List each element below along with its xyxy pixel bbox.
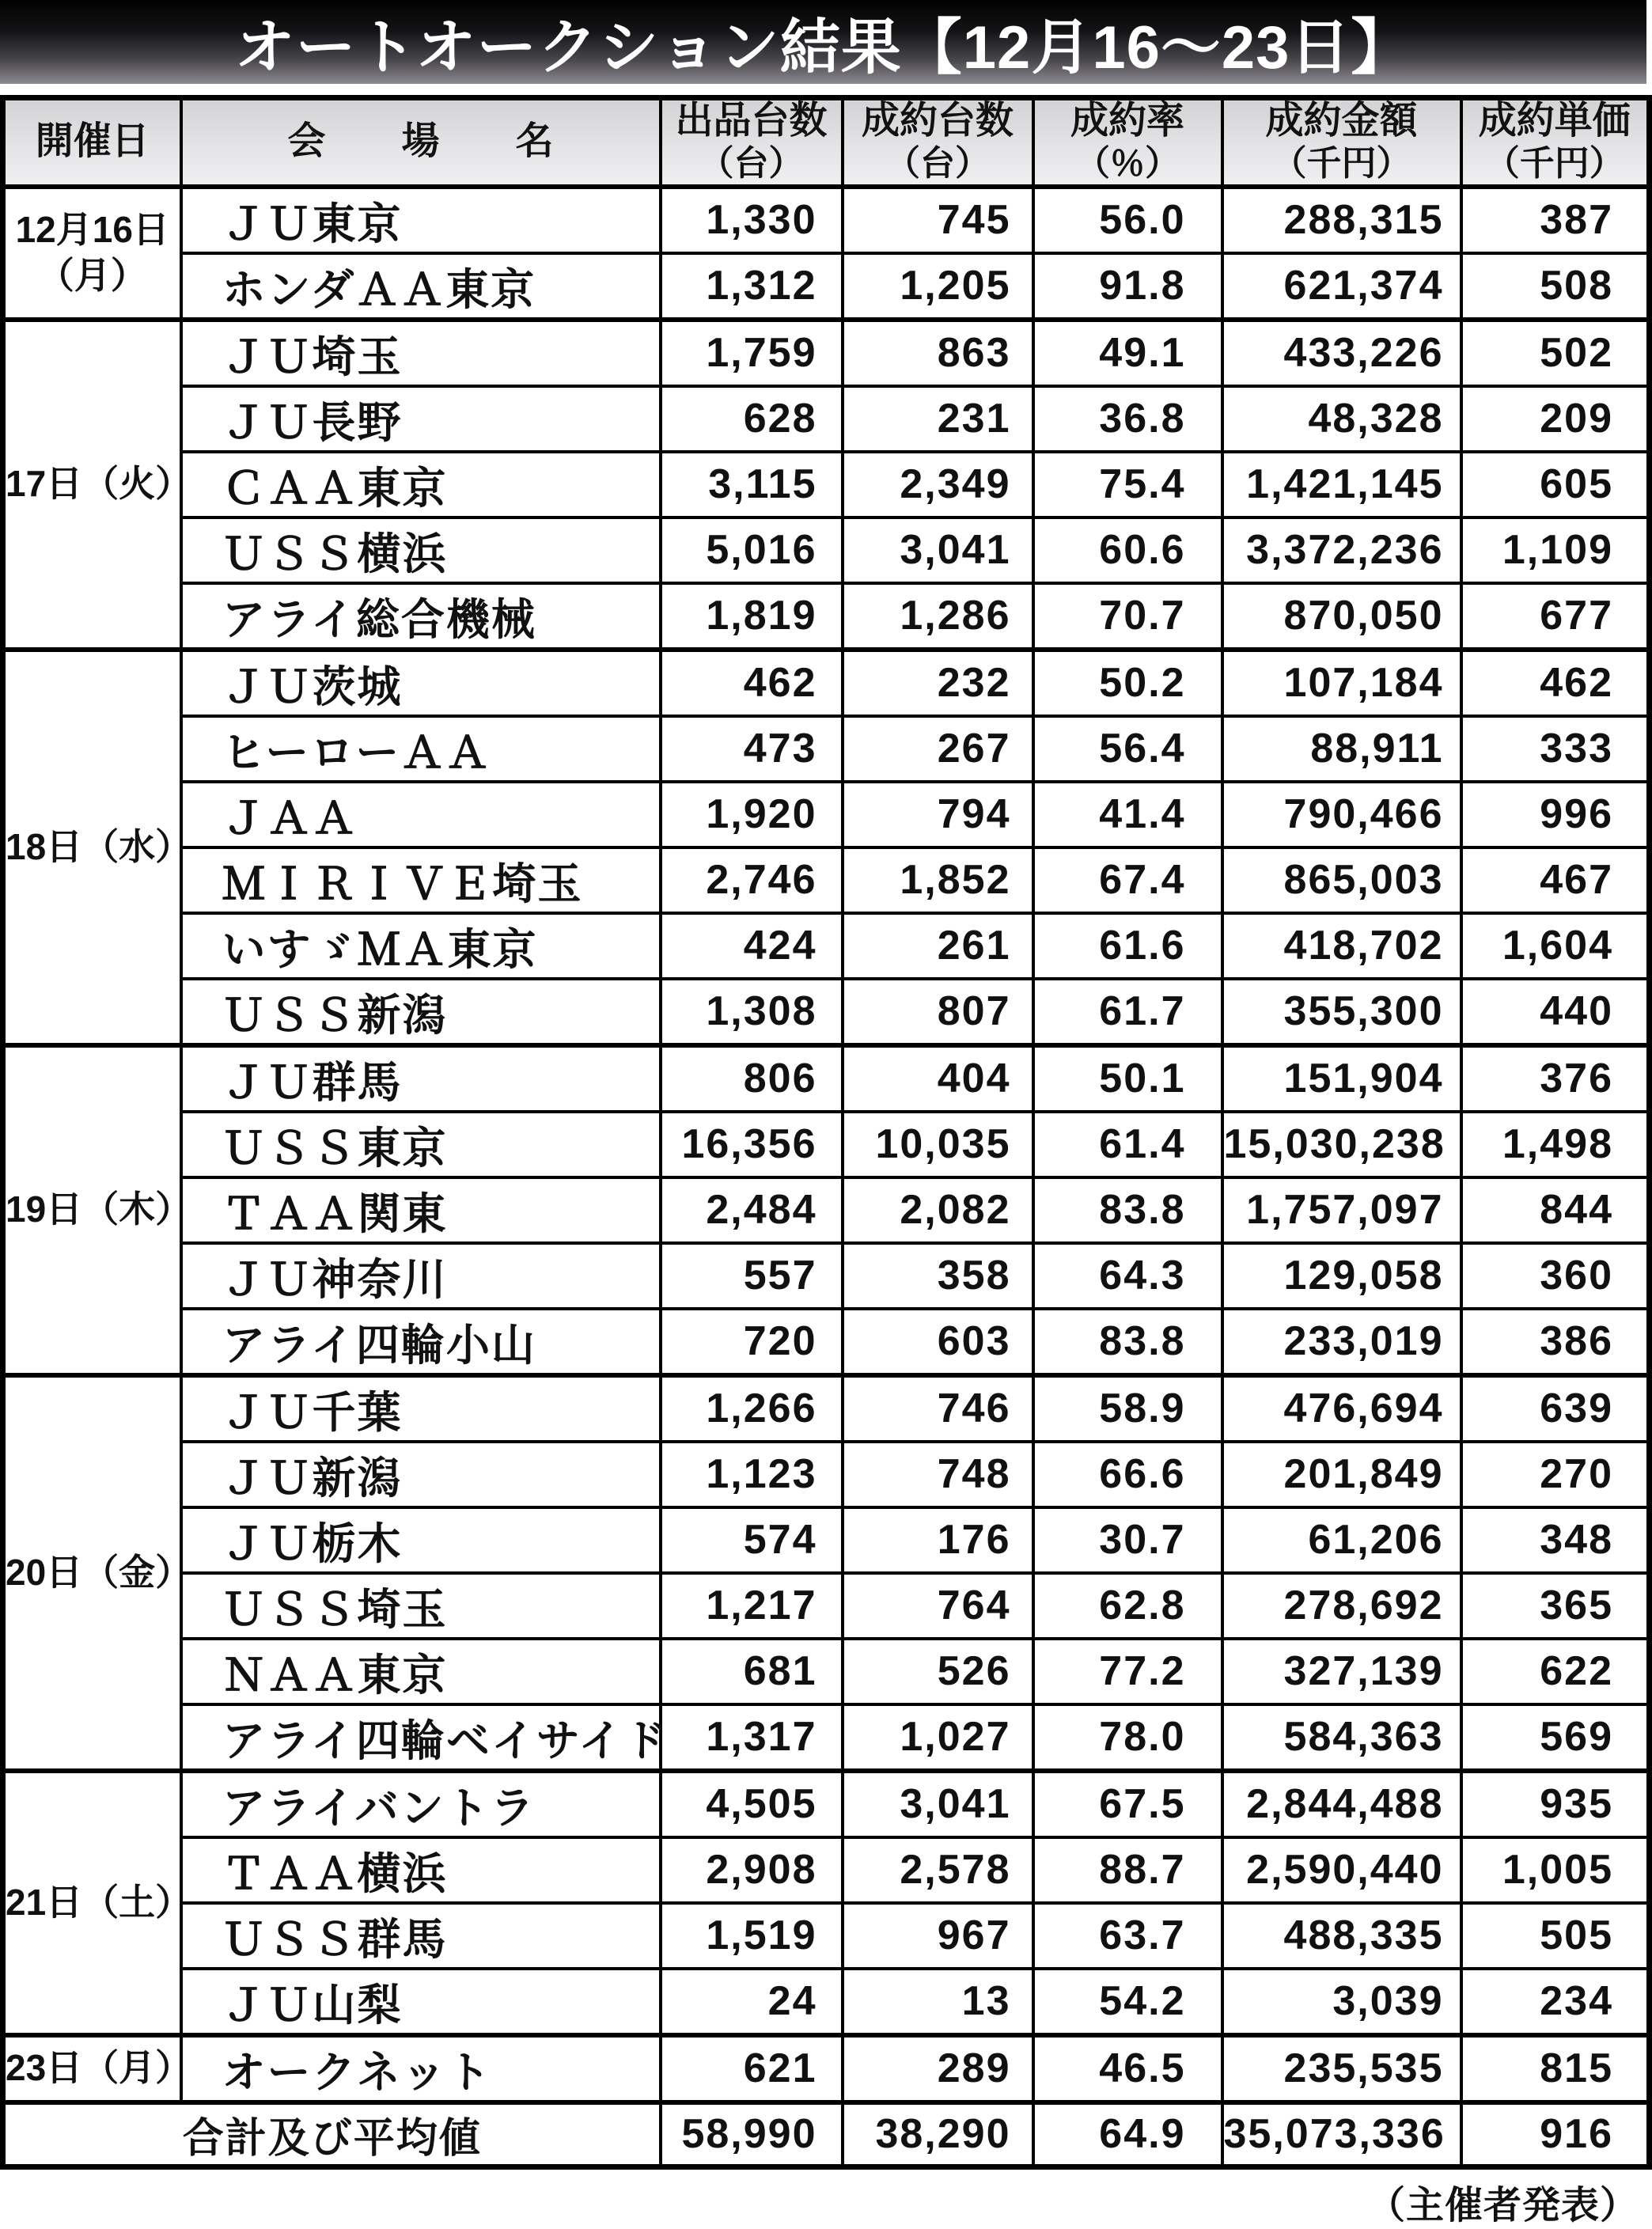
cell-unit: 1,498: [1461, 1112, 1650, 1177]
cell-listed: 574: [661, 1507, 843, 1573]
cell-venue: ＪＡＡ: [181, 782, 661, 847]
cell-rate: 36.8: [1033, 386, 1222, 452]
cell-amount: 488,335: [1222, 1903, 1461, 1969]
col-header-listed: 出品台数 （台）: [661, 98, 843, 187]
cell-venue: ＪＵ神奈川: [181, 1243, 661, 1309]
cell-listed: 1,312: [661, 253, 843, 320]
cell-unit: 270: [1461, 1442, 1650, 1507]
header-row: [3, 98, 1650, 187]
cell-amount: 288,315: [1222, 187, 1461, 253]
cell-rate: 64.3: [1033, 1243, 1222, 1309]
table-row: [3, 187, 1650, 253]
cell-sold: 176: [843, 1507, 1033, 1573]
source-note: （主催者発表）: [1366, 2184, 1639, 2227]
cell-sold: 267: [843, 716, 1033, 782]
table-row: [3, 253, 1650, 320]
cell-listed: 1,266: [661, 1375, 843, 1442]
cell-unit: 677: [1461, 583, 1650, 650]
table-row: [3, 1243, 1650, 1309]
cell-unit: 360: [1461, 1243, 1650, 1309]
cell-rate: 83.8: [1033, 1177, 1222, 1243]
cell-sold: 807: [843, 979, 1033, 1045]
table-row: [3, 1771, 1650, 1837]
cell-unit: 1,604: [1461, 913, 1650, 979]
table-row: [3, 1837, 1650, 1903]
cell-venue: アライバントラ: [181, 1771, 661, 1837]
cell-sold: 13: [843, 1969, 1033, 2035]
cell-amount: 107,184: [1222, 650, 1461, 716]
table-row: [3, 1045, 1650, 1112]
cell-sold: 1,027: [843, 1704, 1033, 1771]
cell-sold: 2,349: [843, 452, 1033, 517]
cell-unit: 622: [1461, 1639, 1650, 1704]
cell-venue: アライ四輪小山: [181, 1309, 661, 1375]
table-body: [3, 187, 1650, 2167]
cell-amount: 790,466: [1222, 782, 1461, 847]
cell-unit: 440: [1461, 979, 1650, 1045]
cell-rate: 77.2: [1033, 1639, 1222, 1704]
cell-unit: 387: [1461, 187, 1650, 253]
cell-listed: 5,016: [661, 517, 843, 583]
cell-unit: 333: [1461, 716, 1650, 782]
cell-venue: ＪＵ山梨: [181, 1969, 661, 2035]
table-row: [3, 583, 1650, 650]
cell-amount: 88,911: [1222, 716, 1461, 782]
cell-amount: 3,372,236: [1222, 517, 1461, 583]
cell-listed: 806: [661, 1045, 843, 1112]
cell-unit: 505: [1461, 1903, 1650, 1969]
cell-listed: 1,819: [661, 583, 843, 650]
cell-venue: ヒーローＡＡ: [181, 716, 661, 782]
cell-rate: 49.1: [1033, 320, 1222, 386]
table-row: [3, 1969, 1650, 2035]
cell-rate: 56.4: [1033, 716, 1222, 782]
cell-unit: 386: [1461, 1309, 1650, 1375]
cell-venue: ＪＵ栃木: [181, 1507, 661, 1573]
cell-sold: 289: [843, 2035, 1033, 2102]
cell-sold: 526: [843, 1639, 1033, 1704]
col-header-venue-label: 会 場 名: [287, 120, 554, 163]
total-sold: 38,290: [843, 2102, 1033, 2167]
cell-amount: 1,757,097: [1222, 1177, 1461, 1243]
cell-sold: 10,035: [843, 1112, 1033, 1177]
table-row: [3, 913, 1650, 979]
cell-sold: 2,578: [843, 1837, 1033, 1903]
cell-venue: アライ四輪ベイサイド: [181, 1704, 661, 1771]
cell-unit: 605: [1461, 452, 1650, 517]
cell-amount: 233,019: [1222, 1309, 1461, 1375]
cell-listed: 720: [661, 1309, 843, 1375]
table-row: [3, 1704, 1650, 1771]
cell-unit: 996: [1461, 782, 1650, 847]
cell-listed: 628: [661, 386, 843, 452]
cell-listed: 473: [661, 716, 843, 782]
cell-listed: 2,484: [661, 1177, 843, 1243]
cell-unit: 935: [1461, 1771, 1650, 1837]
cell-sold: 232: [843, 650, 1033, 716]
total-listed: 58,990: [661, 2102, 843, 2167]
col-header-amount: 成約金額 （千円）: [1222, 98, 1461, 187]
cell-unit: 234: [1461, 1969, 1650, 2035]
cell-sold: 3,041: [843, 1771, 1033, 1837]
cell-venue: ＪＵ新潟: [181, 1442, 661, 1507]
cell-amount: 3,039: [1222, 1969, 1461, 2035]
table-row: [3, 452, 1650, 517]
col-header-venue: [181, 98, 661, 187]
cell-rate: 78.0: [1033, 1704, 1222, 1771]
cell-sold: 404: [843, 1045, 1033, 1112]
cell-rate: 56.0: [1033, 187, 1222, 253]
col-header-sold: 成約台数 （台）: [843, 98, 1033, 187]
cell-amount: 865,003: [1222, 847, 1461, 913]
cell-sold: 2,082: [843, 1177, 1033, 1243]
cell-rate: 58.9: [1033, 1375, 1222, 1442]
cell-venue: ＵＳＳ新潟: [181, 979, 661, 1045]
cell-listed: 4,505: [661, 1771, 843, 1837]
cell-amount: 151,904: [1222, 1045, 1461, 1112]
cell-venue: ＴＡＡ関東: [181, 1177, 661, 1243]
cell-unit: 502: [1461, 320, 1650, 386]
cell-amount: 584,363: [1222, 1704, 1461, 1771]
cell-amount: 129,058: [1222, 1243, 1461, 1309]
cell-sold: 1,205: [843, 253, 1033, 320]
cell-amount: 61,206: [1222, 1507, 1461, 1573]
cell-venue: ＪＵ群馬: [181, 1045, 661, 1112]
cell-venue: ＭＩＲＩＶＥ埼玉: [181, 847, 661, 913]
cell-rate: 61.7: [1033, 979, 1222, 1045]
col-header-date-label: 開催日: [35, 120, 150, 163]
cell-listed: 1,759: [661, 320, 843, 386]
cell-rate: 63.7: [1033, 1903, 1222, 1969]
table-row: [3, 2035, 1650, 2102]
cell-rate: 88.7: [1033, 1837, 1222, 1903]
cell-amount: 2,844,488: [1222, 1771, 1461, 1837]
cell-rate: 50.2: [1033, 650, 1222, 716]
cell-rate: 54.2: [1033, 1969, 1222, 2035]
cell-rate: 61.4: [1033, 1112, 1222, 1177]
cell-venue: ＪＵ東京: [181, 187, 661, 253]
cell-listed: 1,123: [661, 1442, 843, 1507]
cell-rate: 66.6: [1033, 1442, 1222, 1507]
table-row: [3, 320, 1650, 386]
table-row: [3, 1903, 1650, 1969]
total-row: [3, 2102, 1650, 2167]
cell-amount: 870,050: [1222, 583, 1461, 650]
table-row: [3, 517, 1650, 583]
table-row: [3, 1639, 1650, 1704]
col-header-unit: 成約単価 （千円）: [1461, 98, 1650, 187]
title-table-gap: [0, 84, 1646, 95]
table-row: [3, 1442, 1650, 1507]
cell-venue: ＴＡＡ横浜: [181, 1837, 661, 1903]
page-title: オートオークション結果【12月16〜23日】: [234, 13, 1412, 82]
cell-date: 19日（木）: [3, 1045, 181, 1375]
cell-unit: 844: [1461, 1177, 1650, 1243]
cell-rate: 75.4: [1033, 452, 1222, 517]
cell-listed: 462: [661, 650, 843, 716]
cell-unit: 365: [1461, 1573, 1650, 1639]
cell-sold: 3,041: [843, 517, 1033, 583]
title-bar: [0, 0, 1646, 84]
cell-listed: 1,217: [661, 1573, 843, 1639]
cell-rate: 50.1: [1033, 1045, 1222, 1112]
cell-amount: 1,421,145: [1222, 452, 1461, 517]
total-amount: 35,073,336: [1222, 2102, 1461, 2167]
cell-rate: 60.6: [1033, 517, 1222, 583]
cell-listed: 2,908: [661, 1837, 843, 1903]
cell-amount: 355,300: [1222, 979, 1461, 1045]
cell-venue: ＪＵ茨城: [181, 650, 661, 716]
cell-amount: 621,374: [1222, 253, 1461, 320]
cell-venue: オークネット: [181, 2035, 661, 2102]
cell-sold: 231: [843, 386, 1033, 452]
cell-sold: 748: [843, 1442, 1033, 1507]
cell-venue: いすゞＭＡ東京: [181, 913, 661, 979]
col-header-rate: 成約率 （％）: [1033, 98, 1222, 187]
cell-amount: 327,139: [1222, 1639, 1461, 1704]
cell-unit: 467: [1461, 847, 1650, 913]
cell-amount: 48,328: [1222, 386, 1461, 452]
cell-rate: 83.8: [1033, 1309, 1222, 1375]
cell-sold: 1,286: [843, 583, 1033, 650]
cell-amount: 418,702: [1222, 913, 1461, 979]
cell-unit: 1,005: [1461, 1837, 1650, 1903]
cell-venue: ＵＳＳ横浜: [181, 517, 661, 583]
cell-listed: 621: [661, 2035, 843, 2102]
cell-sold: 358: [843, 1243, 1033, 1309]
cell-sold: 603: [843, 1309, 1033, 1375]
table-row: [3, 1507, 1650, 1573]
cell-sold: 261: [843, 913, 1033, 979]
cell-listed: 24: [661, 1969, 843, 2035]
cell-venue: アライ総合機械: [181, 583, 661, 650]
cell-unit: 209: [1461, 386, 1650, 452]
cell-venue: ＵＳＳ埼玉: [181, 1573, 661, 1639]
cell-listed: 681: [661, 1639, 843, 1704]
cell-date: 12月16日 （月）: [3, 187, 181, 320]
cell-listed: 424: [661, 913, 843, 979]
cell-rate: 70.7: [1033, 583, 1222, 650]
table-row: [3, 1375, 1650, 1442]
cell-amount: 235,535: [1222, 2035, 1461, 2102]
cell-unit: 1,109: [1461, 517, 1650, 583]
cell-sold: 967: [843, 1903, 1033, 1969]
cell-venue: ＮＡＡ東京: [181, 1639, 661, 1704]
cell-date: 18日（水）: [3, 650, 181, 1045]
cell-amount: 476,694: [1222, 1375, 1461, 1442]
cell-unit: 348: [1461, 1507, 1650, 1573]
cell-listed: 1,519: [661, 1903, 843, 1969]
cell-unit: 462: [1461, 650, 1650, 716]
cell-rate: 46.5: [1033, 2035, 1222, 2102]
results-table: [0, 95, 1652, 2170]
cell-date: 20日（金）: [3, 1375, 181, 1771]
cell-listed: 2,746: [661, 847, 843, 913]
cell-venue: ＣＡＡ東京: [181, 452, 661, 517]
cell-rate: 30.7: [1033, 1507, 1222, 1573]
cell-rate: 61.6: [1033, 913, 1222, 979]
cell-venue: ＪＵ長野: [181, 386, 661, 452]
cell-sold: 764: [843, 1573, 1033, 1639]
cell-venue: ＵＳＳ群馬: [181, 1903, 661, 1969]
cell-rate: 67.5: [1033, 1771, 1222, 1837]
cell-amount: 2,590,440: [1222, 1837, 1461, 1903]
cell-venue: ＪＵ埼玉: [181, 320, 661, 386]
total-unit: 916: [1461, 2102, 1650, 2167]
cell-listed: 1,330: [661, 187, 843, 253]
total-label: 合計及び平均値: [3, 2102, 661, 2167]
cell-venue: ＪＵ千葉: [181, 1375, 661, 1442]
table-row: [3, 716, 1650, 782]
table-row: [3, 1309, 1650, 1375]
cell-listed: 1,308: [661, 979, 843, 1045]
cell-unit: 639: [1461, 1375, 1650, 1442]
cell-listed: 557: [661, 1243, 843, 1309]
cell-date: 23日（月）: [3, 2035, 181, 2102]
cell-listed: 1,317: [661, 1704, 843, 1771]
total-rate: 64.9: [1033, 2102, 1222, 2167]
table-row: [3, 1573, 1650, 1639]
cell-rate: 91.8: [1033, 253, 1222, 320]
table-row: [3, 1177, 1650, 1243]
table-row: [3, 650, 1650, 716]
cell-rate: 41.4: [1033, 782, 1222, 847]
cell-unit: 376: [1461, 1045, 1650, 1112]
cell-date: 17日（火）: [3, 320, 181, 650]
cell-amount: 278,692: [1222, 1573, 1461, 1639]
cell-sold: 863: [843, 320, 1033, 386]
cell-amount: 201,849: [1222, 1442, 1461, 1507]
table-row: [3, 847, 1650, 913]
cell-sold: 794: [843, 782, 1033, 847]
cell-listed: 3,115: [661, 452, 843, 517]
cell-amount: 15,030,238: [1222, 1112, 1461, 1177]
table-row: [3, 1112, 1650, 1177]
cell-listed: 16,356: [661, 1112, 843, 1177]
table-row: [3, 979, 1650, 1045]
cell-venue: ＵＳＳ東京: [181, 1112, 661, 1177]
table-row: [3, 782, 1650, 847]
cell-listed: 1,920: [661, 782, 843, 847]
cell-rate: 67.4: [1033, 847, 1222, 913]
cell-date: 21日（土）: [3, 1771, 181, 2035]
cell-sold: 745: [843, 187, 1033, 253]
cell-sold: 1,852: [843, 847, 1033, 913]
col-header-date: [3, 98, 181, 187]
cell-venue: ホンダＡＡ東京: [181, 253, 661, 320]
cell-rate: 62.8: [1033, 1573, 1222, 1639]
cell-sold: 746: [843, 1375, 1033, 1442]
cell-unit: 815: [1461, 2035, 1650, 2102]
cell-amount: 433,226: [1222, 320, 1461, 386]
table-row: [3, 386, 1650, 452]
cell-unit: 569: [1461, 1704, 1650, 1771]
cell-unit: 508: [1461, 253, 1650, 320]
